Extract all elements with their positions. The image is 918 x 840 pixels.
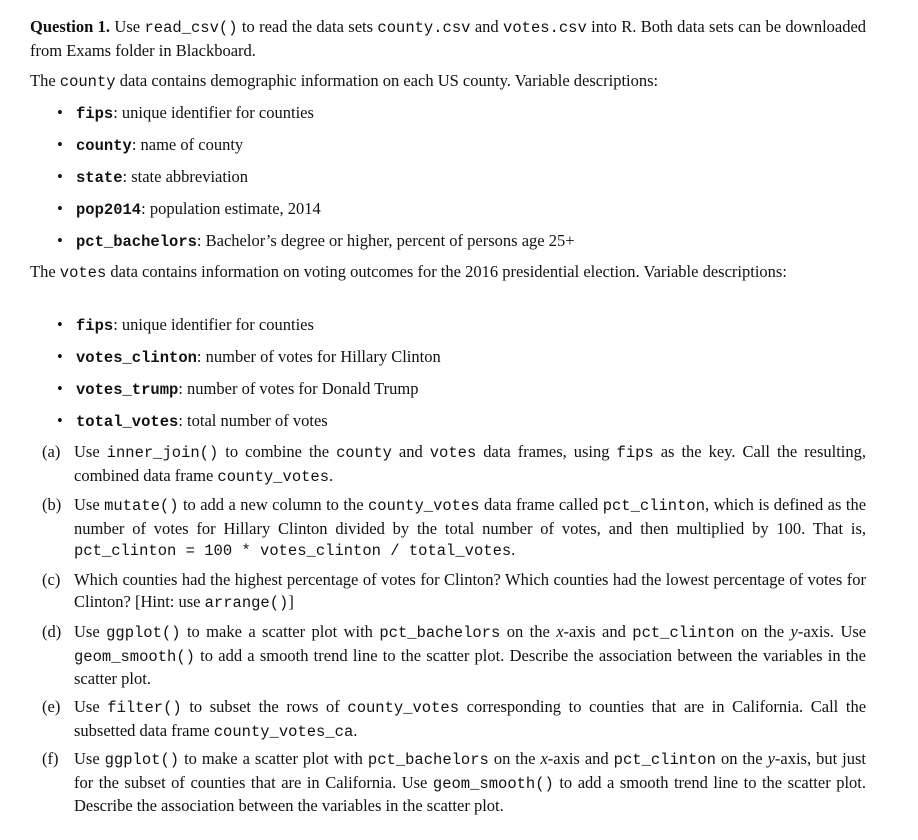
code-read-csv: read_csv() (144, 19, 238, 37)
var-name: county (76, 137, 132, 155)
list-item (57, 230, 866, 254)
var-desc: : unique identifier for counties (113, 315, 314, 334)
var-name: total_votes (76, 413, 179, 431)
list-item (57, 102, 866, 126)
part-label: (a) (42, 442, 61, 461)
part-f: (f) Use ggplot() to make a scatter plot with pct_bachelors on the x-axis and pct_clinton on the y-axis, but just for the subset of counties that are in California. Use geom_smooth() to add a smooth trend line to the scatter plot. Describe the association between the variables in the scatter plot. (42, 749, 867, 815)
bullet-icon: • (57, 103, 63, 122)
var-name: fips (76, 317, 114, 335)
var-desc: : number of votes for Donald Trump (178, 379, 419, 398)
part-b: (b) Use mutate() to add a new column to the county_votes data frame called pct_clinton, which is defined as the number of votes for Hillary Clinton divided by the total number of votes, and then multiplied by 100. That is, pct_clinton = 100 * votes_clinton / total_votes. (42, 495, 867, 560)
var-name: fips (76, 105, 114, 123)
var-name: state (76, 169, 123, 187)
var-desc: : unique identifier for counties (113, 103, 314, 122)
list-item (57, 198, 866, 222)
bullet-icon: • (57, 199, 63, 218)
var-desc: : name of county (131, 135, 244, 154)
part-d: (d) Use ggplot() to make a scatter plot with pct_bachelors on the x-axis and pct_clinton on the y-axis. Use geom_smooth() to add a smooth trend line to the scatter plot. Describe the association between the variables in the scatter plot. (42, 622, 867, 688)
list-item (57, 378, 866, 402)
var-desc: : population estimate, 2014 (141, 199, 321, 218)
part-label: (d) (42, 622, 62, 641)
var-name: votes_clinton (76, 349, 197, 367)
bullet-icon: • (57, 411, 63, 430)
votes-data-intro: The votes data contains information on voting outcomes for the 2016 presidential election. Variable descriptions: (30, 262, 787, 282)
code-county-csv: county.csv (377, 19, 471, 37)
question-number: Question 1. (30, 17, 111, 36)
var-name: pct_bachelors (76, 233, 197, 251)
var-desc: : number of votes for Hillary Clinton (196, 347, 441, 366)
var-desc: : total number of votes (178, 411, 328, 430)
part-label: (f) (42, 749, 59, 768)
question-intro: Question 1. Use read_csv() to read the data sets county.csv and votes.csv into R. Both data sets can be downloaded from Exams folder in Blackboard. (30, 17, 867, 60)
bullet-icon: • (57, 347, 63, 366)
county-data-intro: The county data contains demographic information on each US county. Variable descriptions: (30, 71, 659, 91)
part-c: (c) Which counties had the highest percentage of votes for Clinton? Which counties had the lowest percentage of votes for Clinton? [Hint: use arrange()] (42, 570, 866, 612)
part-a: (a) Use inner_join() to combine the county and votes data frames, using fips as the key. Call the resulting, combined data frame county_votes. (42, 442, 867, 486)
list-item (57, 314, 866, 338)
part-label: (e) (42, 697, 61, 716)
list-item (57, 410, 866, 434)
part-label: (b) (42, 495, 62, 514)
list-item (57, 346, 866, 370)
bullet-icon: • (57, 315, 63, 334)
list-item (57, 166, 866, 190)
part-e: (e) Use filter() to subset the rows of county_votes corresponding to counties that are in California. Call the subsetted data frame county_votes_ca. (42, 697, 867, 741)
var-name: votes_trump (76, 381, 179, 399)
code-votes: votes (59, 264, 107, 282)
bullet-icon: • (57, 135, 63, 154)
list-item (57, 134, 866, 158)
var-desc: : Bachelor’s degree or higher, percent of persons age 25+ (196, 231, 575, 250)
code-votes-csv: votes.csv (503, 19, 587, 37)
part-label: (c) (42, 570, 61, 589)
bullet-icon: • (57, 379, 63, 398)
code-county: county (59, 73, 116, 91)
var-desc: : state abbreviation (122, 167, 249, 186)
var-name: pop2014 (76, 201, 142, 219)
bullet-icon: • (57, 167, 63, 186)
bullet-icon: • (57, 231, 63, 250)
